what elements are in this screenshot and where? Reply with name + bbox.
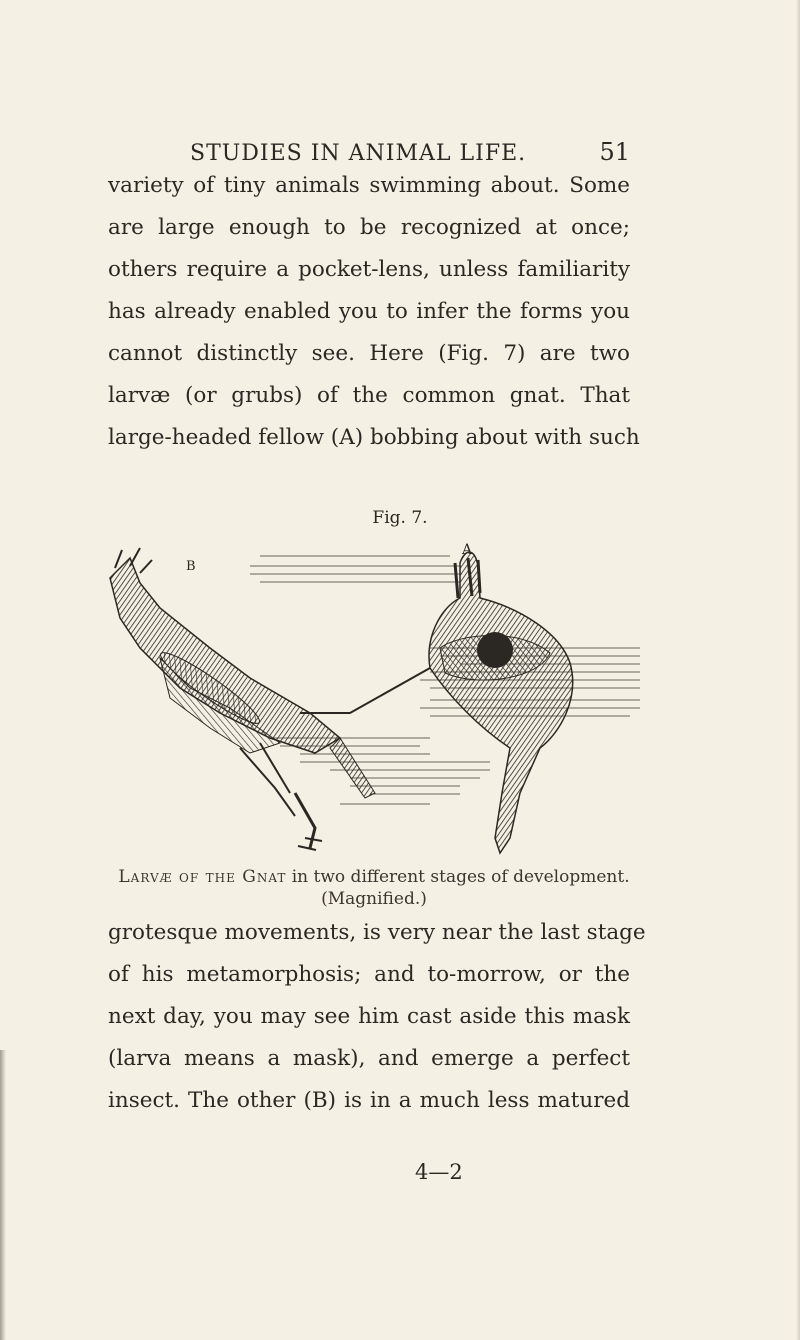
- running-header: [190, 138, 630, 166]
- figure-letter-a: A: [462, 542, 473, 558]
- page-edge-shadow: [0, 1050, 6, 1340]
- text-line: of his metamorphosis; and to-morrow, or the: [108, 962, 630, 987]
- text-line: next day, you may see him cast aside this mask: [108, 1004, 630, 1029]
- larva-b: [110, 548, 375, 850]
- figure-caption: [104, 866, 644, 910]
- gnat-larvae-illustration: [100, 538, 640, 868]
- caption-smallcaps: Larvæ of the Gnat: [118, 867, 287, 887]
- figure-label: Fig. 7.: [372, 508, 428, 528]
- caption-line-1: [104, 866, 644, 888]
- text-line: insect. The other (B) is in a much less matured: [108, 1088, 630, 1113]
- larva-a: [300, 552, 573, 853]
- paragraph-1: [108, 165, 640, 459]
- text-line: others require a pocket-lens, unless familiarity: [108, 257, 630, 282]
- text-line: are large enough to be recognized at once;: [108, 215, 630, 240]
- caption-line-2: (Magnified.): [321, 889, 427, 909]
- paragraph-2: [108, 912, 646, 1122]
- text-line: cannot distinctly see. Here (Fig. 7) are two: [108, 341, 630, 366]
- text-line: large-headed fellow (A) bobbing about with such: [108, 425, 640, 450]
- text-line: larvæ (or grubs) of the common gnat. That: [108, 383, 630, 408]
- running-title: STUDIES IN ANIMAL LIFE.: [190, 141, 527, 166]
- text-line: variety of tiny animals swimming about. Some: [108, 173, 630, 198]
- text-line: (larva means a mask), and emerge a perfect: [108, 1046, 630, 1071]
- caption-rest: in two different stages of development.: [286, 867, 630, 887]
- figure-letter-b: B: [186, 559, 196, 574]
- page-number: 51: [599, 138, 630, 166]
- text-line: has already enabled you to infer the forms you: [108, 299, 630, 324]
- page-edge-shade: [796, 0, 800, 1340]
- text-line: grotesque movements, is very near the last stage: [108, 920, 646, 945]
- engraving-svg: [100, 538, 640, 868]
- signature-mark: 4—2: [415, 1160, 463, 1184]
